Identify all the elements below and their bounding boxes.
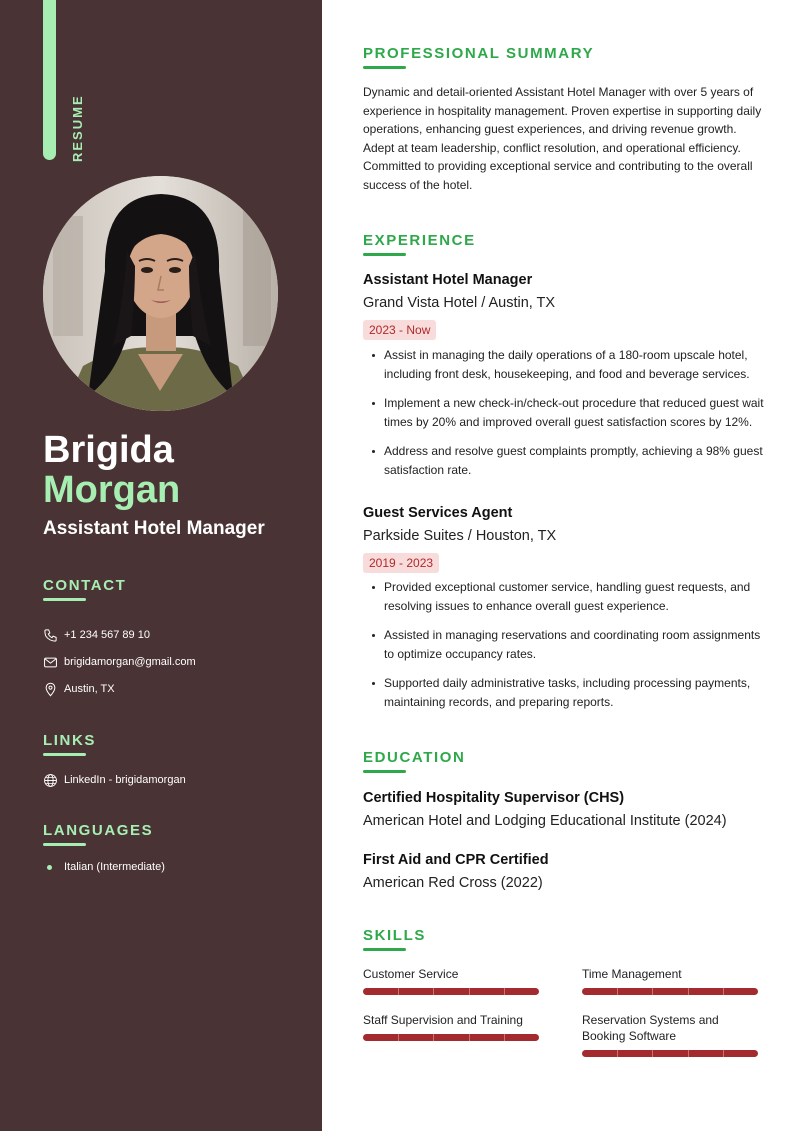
- first-name: Brigida: [43, 429, 174, 471]
- location-pin-icon: [43, 682, 58, 697]
- link-linkedin-row: [43, 771, 186, 789]
- contact-heading: CONTACT: [43, 577, 127, 594]
- job-2-company: Parkside Suites / Houston, TX: [363, 528, 557, 544]
- contact-underline: [43, 598, 86, 601]
- job-1-company: Grand Vista Hotel / Austin, TX: [363, 295, 556, 311]
- globe-icon: [43, 773, 58, 788]
- skill-1-name: Customer Service: [363, 967, 459, 981]
- job-2-bullet: Provided exceptional customer service, handling guest requests, and resolving issues to enhance overall guest experience.: [372, 578, 772, 616]
- job-1-bullet: Assist in managing the daily operations of a 180-room upscale hotel, including front desk, housekeeping, and food and beverage services.: [372, 346, 772, 384]
- contact-location: Austin, TX: [64, 683, 115, 695]
- contact-phone-row: [43, 626, 150, 644]
- education-heading: EDUCATION: [363, 749, 466, 766]
- skill-bar-segment: [398, 988, 399, 995]
- last-name: Morgan: [43, 469, 181, 511]
- job-2-dates: 2019 - 2023: [363, 553, 439, 573]
- job-1-bullet: Implement a new check-in/check-out procedure that reduced guest wait times by 20% and improved overall guest satisfaction scores by 12%.: [372, 394, 772, 432]
- skill-2-name: Time Management: [582, 967, 682, 981]
- education-1-org: American Hotel and Lodging Educational Institute (2024): [363, 813, 727, 829]
- link-linkedin[interactable]: LinkedIn - brigidamorgan: [64, 774, 186, 786]
- contact-email[interactable]: brigidamorgan@gmail.com: [64, 656, 196, 668]
- skill-bar-segment: [617, 1050, 618, 1057]
- skill-bar-segment: [398, 1034, 399, 1041]
- languages-underline: [43, 843, 86, 846]
- contact-phone[interactable]: +1 234 567 89 10: [64, 629, 150, 641]
- links-heading: LINKS: [43, 732, 96, 749]
- education-2-title: First Aid and CPR Certified: [363, 852, 549, 868]
- links-underline: [43, 753, 86, 756]
- education-2-org: American Red Cross (2022): [363, 875, 543, 891]
- mail-icon: [43, 655, 58, 670]
- contact-email-row: [43, 653, 196, 671]
- job-title: Assistant Hotel Manager: [43, 518, 265, 539]
- job-2-title: Guest Services Agent: [363, 505, 513, 521]
- experience-heading: EXPERIENCE: [363, 232, 476, 249]
- skill-bar-segment: [433, 988, 434, 995]
- skill-4-bar: [582, 1050, 758, 1057]
- skill-bar-segment: [723, 988, 724, 995]
- summary-heading: PROFESSIONAL SUMMARY: [363, 45, 595, 62]
- skill-bar-segment: [433, 1034, 434, 1041]
- summary-text: Dynamic and detail-oriented Assistant Hotel Manager with over 5 years of experience in hospitality management. Proven expertise in supporting daily operations, enhancing guest experiences, and driving revenue growth. Adept at team leadership, conflict resolution, and operational efficiency. Committed to providing exceptional service and contributing to the overall success of the hotel.: [363, 85, 762, 192]
- sidebar-accent-bar: [43, 0, 56, 160]
- skill-bar-segment: [723, 1050, 724, 1057]
- resume-label: RESUME: [70, 94, 85, 162]
- job-2-bullets: [372, 578, 772, 722]
- skill-1-bar: [363, 988, 539, 995]
- education-underline: [363, 770, 406, 773]
- skill-bar-segment: [469, 1034, 470, 1041]
- job-2-bullet: Assisted in managing reservations and coordinating room assignments to optimize occupancy rates.: [372, 626, 772, 664]
- skill-bar-segment: [688, 988, 689, 995]
- sidebar: [0, 0, 322, 1131]
- skill-bar-segment: [617, 988, 618, 995]
- skill-2-bar: [582, 988, 758, 995]
- skill-bar-segment: [688, 1050, 689, 1057]
- resume-label-container: [66, 90, 96, 165]
- skills-heading: SKILLS: [363, 927, 426, 944]
- job-2-bullet: Supported daily administrative tasks, including processing payments, maintaining records, and preparing reports.: [372, 674, 772, 712]
- job-1-dates: 2023 - Now: [363, 320, 436, 340]
- language-label: Italian (Intermediate): [64, 861, 165, 873]
- skill-3-name: Staff Supervision and Training: [363, 1013, 523, 1027]
- skill-bar-segment: [652, 1050, 653, 1057]
- phone-icon: [43, 628, 58, 643]
- profile-photo: [43, 176, 278, 411]
- skill-4-name: Reservation Systems and Booking Software: [582, 1013, 719, 1043]
- profile-photo-image: [43, 176, 278, 411]
- job-1-bullet: Address and resolve guest complaints promptly, achieving a 98% guest satisfaction rate.: [372, 442, 772, 480]
- contact-location-row: [43, 680, 115, 698]
- skill-bar-segment: [504, 1034, 505, 1041]
- bullet-dot: [47, 865, 52, 870]
- skill-bar-segment: [469, 988, 470, 995]
- skill-3-bar: [363, 1034, 539, 1041]
- languages-heading: LANGUAGES: [43, 822, 154, 839]
- summary-underline: [363, 66, 406, 69]
- education-1-title: Certified Hospitality Supervisor (CHS): [363, 790, 625, 806]
- job-1-bullets: [372, 346, 772, 490]
- language-item: [47, 861, 165, 873]
- job-1-title: Assistant Hotel Manager: [363, 272, 533, 288]
- experience-underline: [363, 253, 406, 256]
- candidate-name: [43, 430, 180, 510]
- skill-bar-segment: [652, 988, 653, 995]
- skills-underline: [363, 948, 406, 951]
- skill-bar-segment: [504, 988, 505, 995]
